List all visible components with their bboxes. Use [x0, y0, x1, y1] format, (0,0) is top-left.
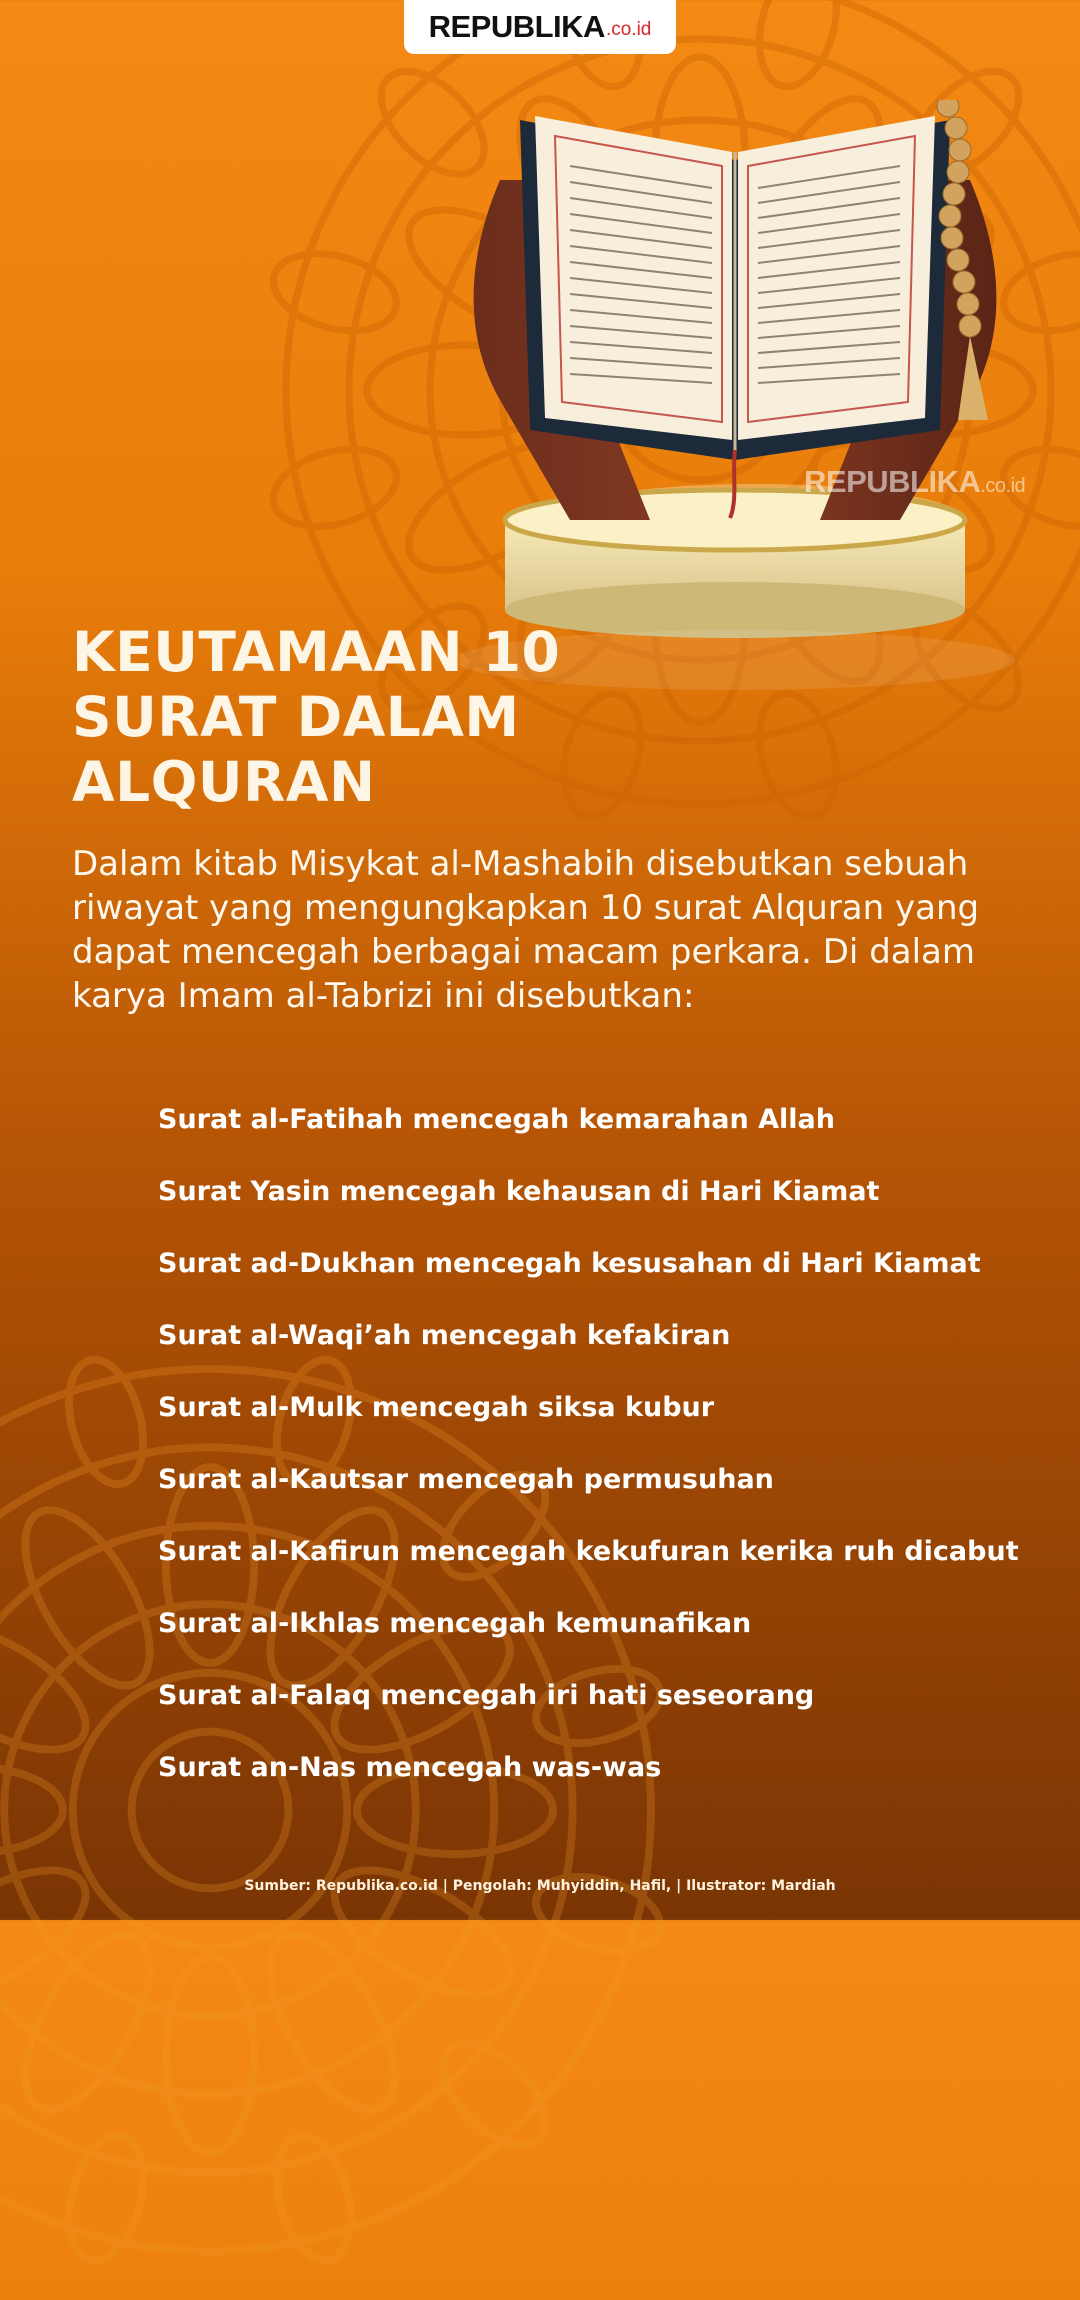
list-item: Surat al-Mulk mencegah siksa kubur: [158, 1392, 715, 1423]
list-item: Surat al-Kautsar mencegah permusuhan: [158, 1464, 774, 1495]
title-line: ALQURAN: [72, 750, 376, 814]
watermark-text: REPUBLIKA: [804, 464, 981, 499]
logo-suffix: .co.id: [605, 19, 652, 40]
republika-watermark: [804, 464, 1025, 500]
list-item: Surat al-Falaq mencegah iri hati seseorang: [158, 1680, 815, 1711]
list-item: Surat al-Kafirun mencegah kekufuran kerika ruh dicabut: [158, 1536, 1019, 1567]
list-item: Surat Yasin mencegah kehausan di Hari Kiamat: [158, 1176, 880, 1207]
title-line: KEUTAMAAN 10: [72, 620, 561, 684]
surah-list: [158, 1098, 1019, 1818]
source-credits: Sumber: Republika.co.id | Pengolah: Muhyiddin, Hafil, | Ilustrator: Mardiah: [244, 1878, 836, 1894]
list-item: Surat al-Waqi’ah mencegah kefakiran: [158, 1320, 731, 1351]
list-item: Surat al-Fatihah mencegah kemarahan Allah: [158, 1104, 835, 1135]
page-title: [72, 620, 592, 815]
republika-logo[interactable]: [404, 0, 676, 54]
intro-paragraph: Dalam kitab Misykat al-Mashabih disebutkan sebuah riwayat yang mengungkapkan 10 surat Alquran yang dapat mencegah berbagai macam perkara. Di dalam karya Imam al-Tabrizi ini disebutkan:: [72, 844, 980, 1016]
list-item: Surat ad-Dukhan mencegah kesusahan di Hari Kiamat: [158, 1248, 981, 1279]
list-item: Surat an-Nas mencegah was-was: [158, 1752, 662, 1783]
list-item: Surat al-Ikhlas mencegah kemunafikan: [158, 1608, 752, 1639]
title-line: SURAT DALAM: [72, 685, 520, 749]
logo-text: REPUBLIKA: [428, 9, 605, 44]
watermark-suffix: .co.id: [980, 475, 1026, 497]
